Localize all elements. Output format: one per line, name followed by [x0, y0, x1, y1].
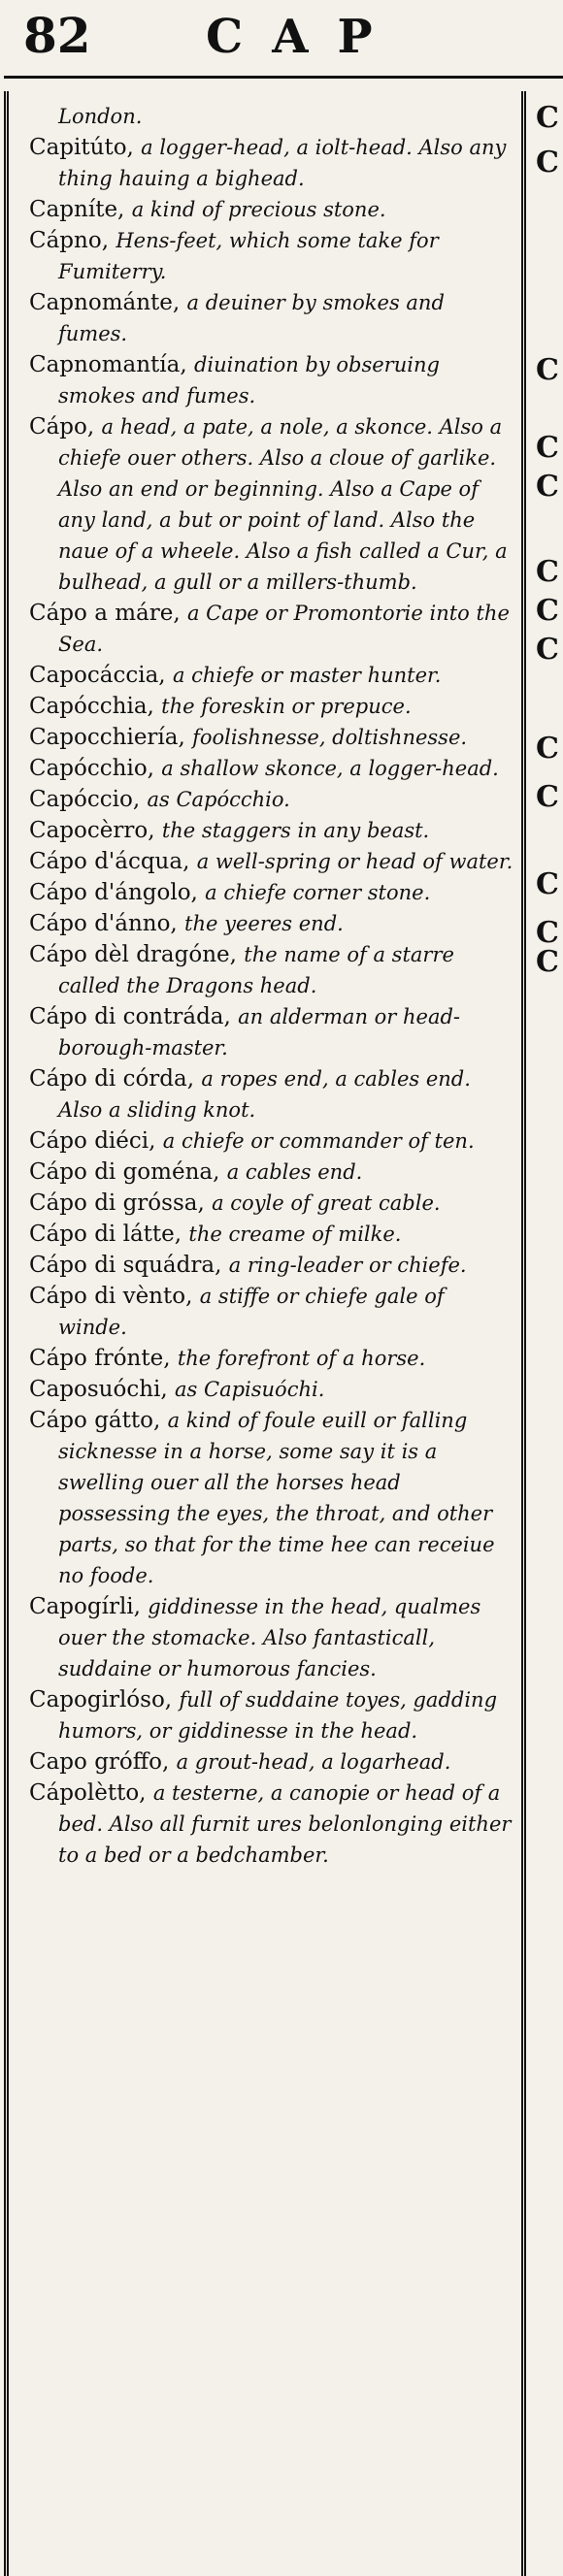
entry-definition: foolishnesse, doltishnesse.	[192, 726, 468, 749]
dictionary-entry	[29, 1001, 514, 1063]
entry-headword: Cápo diéci,	[29, 1128, 163, 1154]
dictionary-entry	[29, 194, 514, 225]
adjacent-column-letter: C	[536, 867, 559, 901]
dictionary-entry	[29, 908, 514, 939]
dictionary-entry	[29, 1281, 514, 1343]
entry-definition: a coyle of great cable.	[212, 1191, 441, 1215]
adjacent-column-letter: C	[536, 353, 559, 387]
entry-definition: a stiffe or chiefe gale of winde.	[58, 1285, 445, 1339]
entry-headword: Cápno,	[29, 228, 116, 253]
entry-definition: diuination by obseruing smokes and fumes.	[58, 353, 440, 408]
dictionary-entry	[29, 660, 514, 691]
adjacent-column-letter: C	[536, 470, 559, 504]
entry-headword: Cápo a máre,	[29, 601, 187, 626]
dictionary-entry	[29, 753, 514, 784]
page-number: 82	[23, 7, 91, 64]
entry-headword: Cápo d'ánno,	[29, 911, 185, 936]
entry-headword: Capócchia,	[29, 694, 162, 719]
entry-definition: a grout-head, a logarhead.	[176, 1750, 451, 1774]
entry-definition: the creame of milke.	[188, 1223, 402, 1246]
entry-definition: as Capócchio.	[147, 788, 290, 811]
entry-definition: a ring-leader or chiefe.	[228, 1254, 467, 1277]
entry-definition: a testerne, a canopie or head of a bed. Also all furnit ures belonlonging either to a bed or a bedchamber.	[58, 1781, 512, 1867]
entry-definition: the staggers in any beast.	[161, 819, 430, 842]
entry-definition: the forefront of a horse.	[177, 1347, 426, 1370]
entry-headword: Capocèrro,	[29, 818, 162, 843]
dictionary-entry	[29, 1157, 514, 1188]
dictionary-entry	[29, 225, 514, 287]
entry-headword: Capnománte,	[29, 290, 187, 315]
dictionary-entry	[29, 815, 514, 846]
entry-headword: Cápo di gróssa,	[29, 1190, 213, 1216]
dictionary-entry	[29, 1063, 514, 1125]
entry-definition: a cables end.	[226, 1160, 363, 1184]
dictionary-entry	[29, 691, 514, 722]
entry-definition: a logger-head, a iolt-head. Also any thing hauing a bighead.	[58, 136, 507, 190]
entry-headword: Cápo di látte,	[29, 1222, 189, 1247]
adjacent-column-letter: C	[536, 780, 559, 814]
dictionary-entry	[29, 349, 514, 411]
dictionary-entry	[29, 287, 514, 349]
entry-headword: Capogirlóso,	[29, 1687, 180, 1712]
adjacent-column-letter: C	[536, 732, 559, 766]
entry-headword: Cápo dèl dragóne,	[29, 942, 245, 967]
entry-headword: Capitúto,	[29, 135, 142, 160]
dictionary-entry	[29, 1374, 514, 1405]
entry-definition: a kind of foule euill or falling sicknesse in a horse, some say it is a swelling ouer all the horses head possessing the eyes, the throat, and other parts, so that for the time hee can receiue no foode.	[58, 1409, 495, 1587]
entry-definition: the yeeres end.	[184, 912, 344, 935]
adjacent-column-letter: C	[536, 555, 559, 589]
entry-headword: Cápo d'ángolo,	[29, 880, 206, 905]
dictionary-entry	[29, 1405, 514, 1591]
adjacent-column-letter: C	[536, 594, 559, 628]
dictionary-entry	[29, 1125, 514, 1157]
adjacent-column-letter: C	[536, 633, 559, 667]
entry-headword: Cápo di vènto,	[29, 1284, 200, 1309]
entry-headword: Capníte,	[29, 197, 132, 222]
dictionary-entry	[29, 939, 514, 1001]
entry-headword: Cápo di contráda,	[29, 1004, 239, 1029]
adjacent-column-letter: C	[536, 146, 559, 179]
dictionary-entry	[29, 1188, 514, 1219]
entry-headword: Capocáccia,	[29, 663, 173, 688]
entry-headword: Capócchio,	[29, 756, 162, 781]
entry-definition: a shallow skonce, a logger-head.	[161, 757, 499, 780]
entry-headword: Caposuóchi,	[29, 1377, 176, 1402]
dictionary-entry	[29, 722, 514, 753]
entry-definition: a ropes end, a cables end. Also a sliding knot.	[58, 1067, 471, 1122]
entry-headword: Capogírli,	[29, 1594, 149, 1619]
entry-definition: the name of a starre called the Dragons head.	[58, 943, 454, 997]
adjacent-column-letter: C	[536, 945, 559, 979]
entry-definition: as Capisuóchi.	[175, 1378, 325, 1401]
dictionary-entry	[29, 846, 514, 877]
entry-headword: Capóccio,	[29, 787, 148, 812]
dictionary-entry	[29, 877, 514, 908]
entry-headword: Capocchiería,	[29, 725, 193, 750]
header-rule	[4, 76, 563, 79]
entry-definition: a chiefe or master hunter.	[172, 664, 442, 687]
dictionary-entry	[29, 1591, 514, 1684]
entry-headword: Cápo d'ácqua,	[29, 849, 197, 874]
entry-definition: a well-spring or head of water.	[196, 850, 513, 873]
entry-definition: an alderman or head-borough-master.	[58, 1005, 461, 1060]
entry-definition: Hens-feet, which some take for Fumiterry.	[58, 229, 439, 283]
entry-headword: Capo gróffo,	[29, 1749, 177, 1775]
entry-headword: Capnomantía,	[29, 352, 194, 377]
dictionary-entry	[29, 101, 514, 132]
adjacent-column-letter: C	[536, 916, 559, 950]
entry-definition: a chiefe or commander of ten.	[162, 1129, 475, 1153]
entry-headword: Cápo di córda,	[29, 1066, 202, 1092]
running-head: CAP	[206, 10, 402, 64]
dictionary-entry	[29, 1219, 514, 1250]
entry-headword: Cápo di goména,	[29, 1159, 227, 1185]
entry-definition: a head, a pate, a nole, a skonce. Also a chiefe ouer others. Also a cloue of garlike. Also an end or beginning. Also a Cape of any land, a but or point of land. Also the naue of a wheele. Also a fish called a Cur, a bulhead, a gull or a millers-thumb.	[58, 415, 508, 594]
entry-definition: a deuiner by smokes and fumes.	[58, 291, 445, 345]
entry-headword: Cápolètto,	[29, 1780, 153, 1806]
dictionary-entry	[29, 1250, 514, 1281]
dictionary-entry	[29, 1684, 514, 1746]
entry-headword: Cápo frónte,	[29, 1346, 178, 1371]
dictionary-entry	[29, 598, 514, 660]
dictionary-entry	[29, 1343, 514, 1374]
entry-headword: Cápo gátto,	[29, 1408, 168, 1433]
dictionary-entry	[29, 784, 514, 815]
entry-definition: a Cape or Promontorie into the Sea.	[58, 602, 510, 656]
entry-definition: full of suddaine toyes, gadding humors, or giddinesse in the head.	[58, 1688, 498, 1743]
entry-headword: Cápo di squádra,	[29, 1253, 229, 1278]
page-header	[0, 0, 563, 76]
entry-definition: giddinesse in the head, qualmes ouer the stomacke. Also fantasticall, suddaine or humorous fancies.	[58, 1595, 481, 1680]
entry-definition: a kind of precious stone.	[131, 198, 386, 221]
dictionary-entry	[29, 132, 514, 194]
dictionary-entry	[29, 1777, 514, 1871]
entry-definition: London.	[58, 105, 143, 128]
adjacent-column-letter: C	[536, 101, 559, 135]
adjacent-column-letter: C	[536, 431, 559, 465]
dictionary-entry	[29, 411, 514, 598]
entry-headword: Cápo,	[29, 414, 102, 440]
entry-definition: the foreskin or prepuce.	[161, 695, 412, 718]
dictionary-entry	[29, 1746, 514, 1777]
entry-definition: a chiefe corner stone.	[205, 881, 431, 904]
dictionary-column	[29, 101, 514, 1871]
